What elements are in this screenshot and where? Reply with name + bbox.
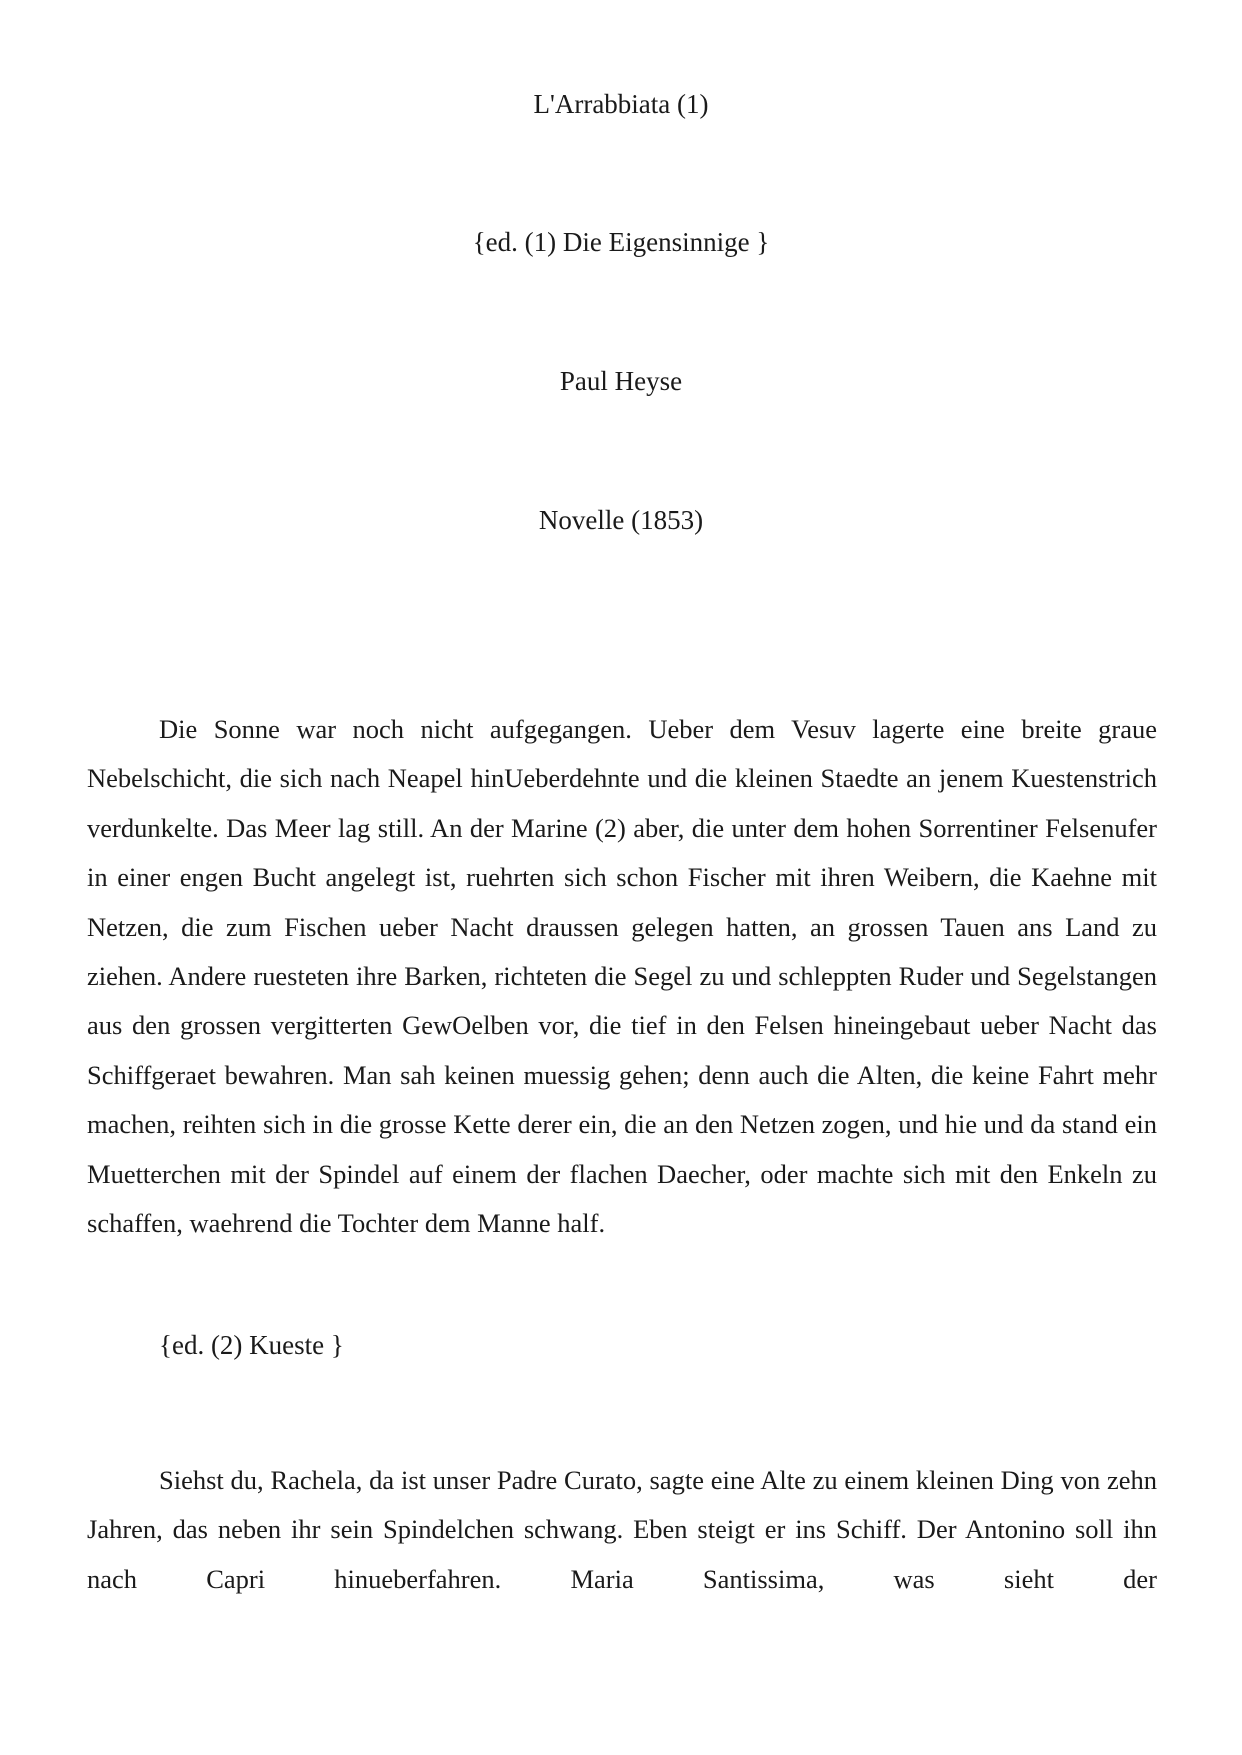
paragraph-2 [87,1456,1157,1604]
title: L'Arrabbiata (1) [533,89,709,119]
genre-year: Novelle (1853) [538,505,704,535]
author: Paul Heyse [559,366,683,396]
title-note: {ed. (1) Die Eigensinnige } [472,227,770,257]
paragraph-2-text: Siehst du, Rachela, da ist unser Padre Curato, sagte eine Alte zu einem kleinen Ding von zehn Jahren, das neben ihr sein Spindelchen schwang. Eben steigt er ins Schiff. Der Antonino soll ihn nach Capri hinueberfahren. Maria Santissima, was sieht der [87,1465,1157,1594]
paragraph-1 [87,705,1157,1248]
footnote-2: {ed. (2) Kueste } [159,1330,344,1360]
paragraph-1-text: Die Sonne war noch nicht aufgegangen. Ueber dem Vesuv lagerte eine breite graue Nebelschicht, die sich nach Neapel hinUeberdehnte und die kleinen Staedte an jenem Kuestenstrich verdunkelte. Das Meer lag still. An der Marine (2) aber, die unter dem hohen Sorrentiner Felsenufer in einer engen Bucht angelegt ist, ruehrten sich schon Fischer mit ihren Weibern, die Kaehne mit Netzen, die zum Fischen ueber Nacht draussen gelegen hatten, an grossen Tauen ans Land zu ziehen. Andere ruesteten ihre Barken, richteten die Segel zu und schleppten Ruder und Segelstangen aus den grossen vergitterten GewOelben vor, die tief in den Felsen hineingebaut ueber Nacht das Schiffgeraet bewahren. Man sah keinen muessig gehen; denn auch die Alten, die keine Fahrt mehr machen, reihten sich in die grosse Kette derer ein, die an den Netzen zogen, und hie und da stand ein Muetterchen mit der Spindel auf einem der flachen Daecher, oder machte sich mit den Enkeln zu schaffen, waehrend die Tochter dem Manne half. [87,714,1157,1239]
